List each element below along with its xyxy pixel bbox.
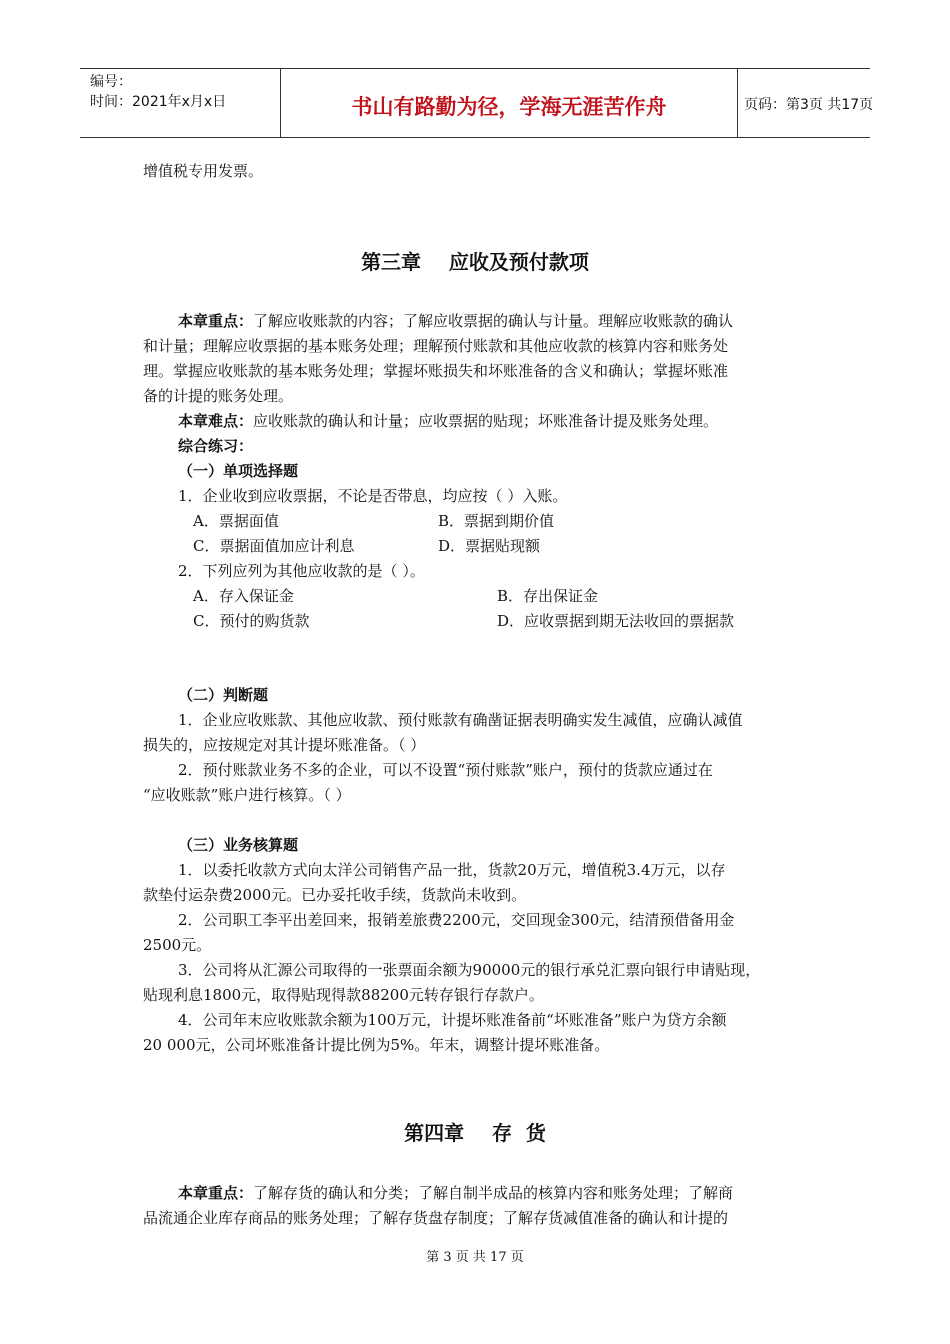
q2-option-c: C．预付的购货款 [193,612,310,630]
judgment-title: （二）判断题 [178,686,269,704]
page-footer: 第 3 页 共 17 页 [426,1250,524,1265]
chapter3-difficulty-text: 应收账款的确认和计量；应收票据的贴现；坏账准备计提及账务处理。 [253,412,719,430]
header-page-cell [738,69,874,137]
question-2: 2．下列应列为其他应收款的是（ ）。 [178,562,425,580]
q1-option-c: C．票据面值加应计利息 [193,537,355,555]
header-time: 时间：2021年x月x日 [90,94,227,110]
header-motto-cell [280,69,738,137]
q2-option-d: D．应收票据到期无法收回的票据款 [497,612,735,630]
chapter4-key-label: 本章重点： [178,1184,254,1202]
chapter3-key-line-1 [178,311,733,331]
accounting-line-1: 1．以委托收款方式向太洋公司销售产品一批，货款20万元，增值税3.4万元，以存 [178,861,726,879]
judgment-line-2: 损失的，应按规定对其计提坏账准备。（ ） [143,736,426,754]
judgment-line-3: 2．预付账款业务不多的企业，可以不设置“预付账款”账户，预付的货款应通过在 [178,761,713,779]
accounting-line-4: 2500元。 [143,936,212,954]
accounting-line-8: 20 000元，公司坏账准备计提比例为5%。年末，调整计提坏账准备。 [143,1036,610,1054]
accounting-title: （三）业务核算题 [178,836,299,854]
document-header [80,68,874,138]
header-motto: 书山有路勤为径，学海无涯苦作舟 [351,95,667,119]
header-number: 编号： [90,74,132,90]
accounting-line-5: 3．公司将从汇源公司取得的一张票面余额为90000元的银行承兑汇票向银行申请贴现， [178,961,761,979]
exercise-label: 综合练习： [178,437,254,455]
chapter3-key-text: 了解应收账款的内容；了解应收票据的确认与计量。理解应收账款的确认 [253,312,734,330]
q1-option-b: B．票据到期价值 [438,512,555,530]
chapter3-key-line-2: 和计量；理解应收票据的基本账务处理；理解预付账款和其他应收款的核算内容和账务处 [143,337,729,355]
header-page-number: 页码：第3页 共17页 [744,97,874,113]
q1-option-a: A．票据面值 [193,512,279,530]
accounting-line-6: 贴现利息1800元，取得贴现得款88200元转存银行存款户。 [143,986,544,1004]
accounting-line-7: 4．公司年末应收账款余额为100万元，计提坏账准备前“坏账准备”账户为贷方余额 [178,1011,727,1029]
question-1: 1．企业收到应收票据，不论是否带息，均应按（ ）入账。 [178,487,568,505]
judgment-line-1: 1．企业应收账款、其他应收款、预付账款有确凿证据表明确实发生减值，应确认减值 [178,711,743,729]
chapter3-key-line-4: 备的计提的账务处理。 [143,387,294,405]
chapter3-difficulty [178,411,718,431]
judgment-line-4: “应收账款”账户进行核算。（ ） [143,786,351,804]
chapter3-title: 第三章 应收及预付款项 [361,250,589,274]
chapter3-difficulty-label: 本章难点： [178,412,254,430]
chapter3-key-line-3: 理。掌握应收账款的基本账务处理；掌握坏账损失和坏账准备的含义和确认；掌握坏账准 [143,362,729,380]
q2-option-b: B．存出保证金 [497,587,599,605]
q2-option-a: A．存入保证金 [193,587,294,605]
chapter4-title: 第四章 存 货 [404,1121,546,1145]
chapter3-key-label: 本章重点： [178,312,254,330]
intro-line: 增值税专用发票。 [143,162,264,180]
chapter4-key-line-2: 品流通企业库存商品的账务处理；了解存货盘存制度；了解存货减值准备的确认和计提的 [143,1209,729,1227]
chapter4-key-line-1 [178,1183,733,1203]
accounting-line-3: 2．公司职工李平出差回来，报销差旅费2200元，交回现金300元，结清预借备用金 [178,911,735,929]
header-meta [80,69,280,137]
chapter4-key-text: 了解存货的确认和分类；了解自制半成品的核算内容和账务处理；了解商 [253,1184,734,1202]
accounting-line-2: 款垫付运杂费2000元。已办妥托收手续，货款尚未收到。 [143,886,527,904]
single-choice-title: （一）单项选择题 [178,462,299,480]
q1-option-d: D．票据贴现额 [438,537,541,555]
